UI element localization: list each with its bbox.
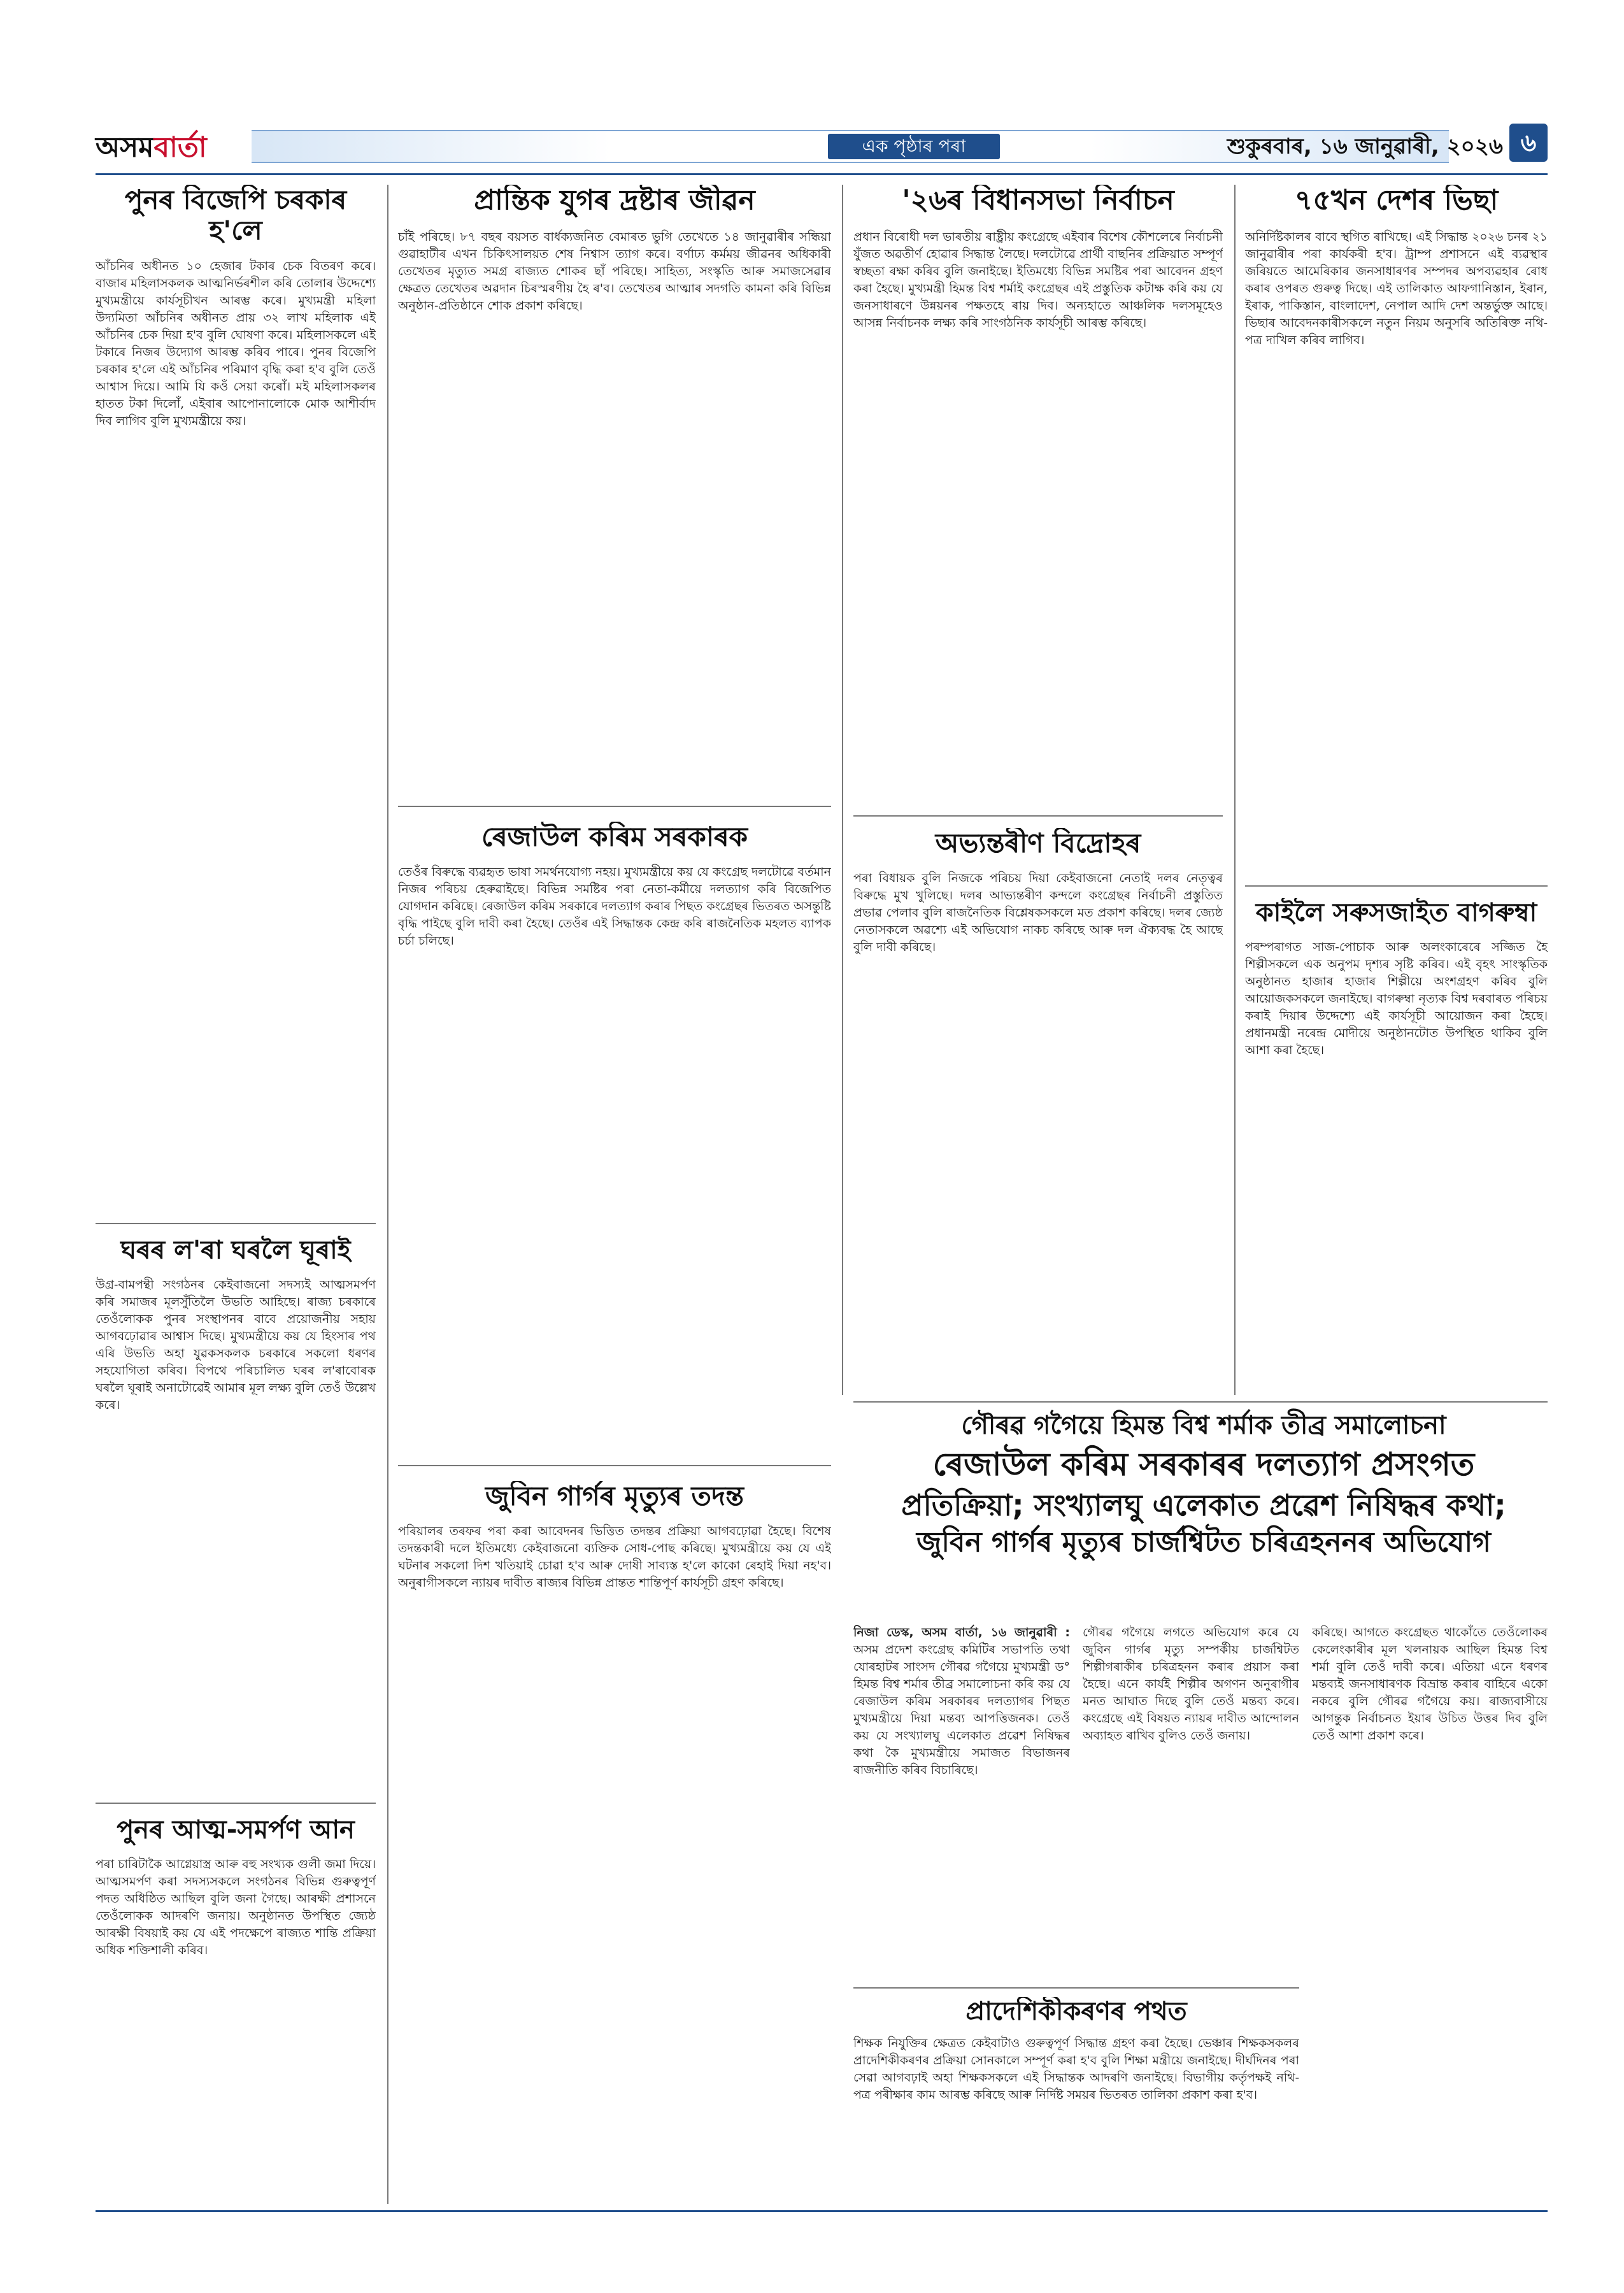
banner-body-col3 <box>1312 1624 1548 2197</box>
article-surrender <box>96 1815 376 2204</box>
top-rule <box>96 173 1548 175</box>
article-zubeen-probe <box>398 1481 831 2204</box>
banner-body-col1 <box>853 1624 1070 1981</box>
divider <box>96 1223 376 1224</box>
article-visionary <box>398 185 831 796</box>
divider <box>853 1987 1299 1989</box>
body-visionary: চাঁই পৰিছে। ৮৭ বছৰ বয়সত বাৰ্ধক্যজনিত বেমাৰত ভুগি তেখেতে ১৪ জানুৱাৰীৰ সন্ধিয়া গুৱাহাটীৰ এখন চিকিৎসালয়ত শেষ নিশ্বাস ত্যাগ কৰে। বৰ্ণাঢ্য কৰ্মময় জীৱনৰ অধিকাৰী তেখেতৰ মৃত্যুত সমগ্ৰ ৰাজ্যত শোকৰ ছাঁ পৰিছে। সাহিত্য, সংস্কৃতি আৰু সমাজসেৱাৰ ক্ষেত্ৰত তেখেতৰ অৱদান চিৰস্মৰণীয় হৈ ৰ'ব। তেখেতৰ আত্মাৰ সদগতি কামনা কৰি বিভিন্ন অনুষ্ঠান-প্ৰতিষ্ঠানে শোক প্ৰকাশ কৰিছে। <box>398 229 831 313</box>
banner-line-2: প্ৰতিক্ৰিয়া; সংখ্যালঘু এলেকাত প্ৰৱেশ নিষিদ্ধৰ কথা; <box>901 1487 1506 1522</box>
divider <box>96 1803 376 1804</box>
headline-rezaul: ৰেজাউল কৰিম সৰকাৰক <box>481 822 748 852</box>
bottom-rule <box>96 2210 1548 2212</box>
divider <box>398 806 831 807</box>
body-homecoming: উগ্ৰ-বামপন্থী সংগঠনৰ কেইবাজনো সদস্যই আত্মসমৰ্পণ কৰি সমাজৰ মূলসুঁতিলৈ উভতি আহিছে। ৰাজ্য চৰকাৰে তেওঁলোকক পুনৰ সংস্থাপনৰ বাবে প্ৰয়োজনীয় সহায় আগবঢ়োৱাৰ আশ্বাস দিছে। মুখ্যমন্ত্ৰীয়ে কয় যে হিংসাৰ পথ এৰি উভতি অহা যুৱকসকলক চৰকাৰে সকলো ধৰণৰ সহযোগিতা কৰিব। বিপথে পৰিচালিত ঘৰৰ ল'ৰাবোৰক ঘৰলৈ ঘূৰাই অনাটোৱেই আমাৰ মূল লক্ষ্য বুলি তেওঁ উল্লেখ কৰে। <box>96 1278 376 1412</box>
article-bjp-again <box>96 185 376 1217</box>
article-regionalization <box>853 1997 1299 2204</box>
headline-homecoming: ঘৰৰ ল'ৰা ঘৰলৈ ঘূৰাই <box>120 1236 351 1265</box>
banner-kicker: গৌৰৱ গগৈয়ে হিমন্ত বিশ্ব শৰ্মাক তীব্ৰ সমালোচনা <box>961 1411 1446 1440</box>
divider <box>853 815 1223 817</box>
headline-visionary: প্ৰান্তিক যুগৰ দ্ৰষ্টাৰ জীৱন <box>474 185 755 217</box>
body-regionalization: শিক্ষক নিযুক্তিৰ ক্ষেত্ৰত কেইবাটাও গুৰুত্বপূৰ্ণ সিদ্ধান্ত গ্ৰহণ কৰা হৈছে। ভেঞ্চাৰ শিক্ষকসকলৰ প্ৰাদেশিকীকৰণৰ প্ৰক্ৰিয়া সোনকালে সম্পূৰ্ণ কৰা হ'ব বুলি শিক্ষা মন্ত্ৰীয়ে জনাইছে। দীৰ্ঘদিনৰ পৰা সেৱা আগবঢ়াই অহা শিক্ষকসকলে এই সিদ্ধান্তক আদৰণি জনাইছে। বিভাগীয় কৰ্তৃপক্ষই নথি-পত্ৰ পৰীক্ষাৰ কাম আৰম্ভ কৰিছে আৰু নিৰ্দিষ্ট সময়ৰ ভিতৰত তালিকা প্ৰকাশ কৰা হ'ব। <box>853 2036 1299 2102</box>
article-election-26 <box>853 185 1223 809</box>
banner-body-col2 <box>1083 1624 1299 1981</box>
article-rezaul <box>398 822 831 1459</box>
headline-surrender: পুনৰ আত্ম-সমৰ্পণ আন <box>117 1815 355 1845</box>
banner-story <box>860 1411 1548 1559</box>
body-bjp-again: আঁচনিৰ অধীনত ১০ হেজাৰ টকাৰ চেক বিতৰণ কৰে। বাজাৰ মহিলাসকলক আত্মনিৰ্ভৰশীল কৰি তোলাৰ উদ্দেশ্যে মুখ্যমন্ত্ৰীয়ে কাৰ্যসূচীখন আৰম্ভ কৰে। মুখ্যমন্ত্ৰী মহিলা উদ্যমিতা আঁচনিৰ অধীনত প্ৰায় ৩২ লাখ মহিলাক এই আঁচনিৰ চেক দিয়া হ'ব বুলি ঘোষণা কৰে। মহিলাসকলে এই টকাৰে নিজৰ উদ্যোগ আৰম্ভ কৰিব পাৰে। পুনৰ বিজেপি চৰকাৰ হ'লে এই আঁচনিৰ পৰিমাণ বৃদ্ধি কৰা হ'ব বুলি তেওঁ আশ্বাস দিয়ে। আমি যি কওঁ সেয়া কৰোঁ। মই মহিলাসকলৰ হাতত টকা দিলোঁ, এইবাৰ আপোনালোকে মোক আশীৰ্বাদ দিব লাগিব বুলি মুখ্যমন্ত্ৰীয়ে কয়। <box>96 259 376 428</box>
body-rezaul: তেওঁৰ বিৰুদ্ধে ব্যৱহৃত ভাষা সমৰ্থনযোগ্য নহয়। মুখ্যমন্ত্ৰীয়ে কয় যে কংগ্ৰেছ দলটোৱে বৰ্তমান নিজৰ পৰিচয় হেৰুৱাইছে। বিভিন্ন সমষ্টিৰ পৰা নেতা-কৰ্মীয়ে দলত্যাগ কৰি বিজেপিত যোগদান কৰিছে। ৰেজাউল কৰিম সৰকাৰে দলত্যাগ কৰাৰ পিছত কংগ্ৰেছৰ ভিতৰত অসন্তুষ্টি বৃদ্ধি পাইছে বুলি দাবী কৰা হৈছে। তেওঁৰ এই সিদ্ধান্তক কেন্দ্ৰ কৰি ৰাজনৈতিক মহলত ব্যাপক চৰ্চা চলিছে। <box>398 865 831 948</box>
divider <box>853 1401 1548 1403</box>
headline-internal-revolt: অভ্যন্তৰীণ বিদ্ৰোহৰ <box>935 828 1141 859</box>
column-divider <box>1234 185 1236 1395</box>
headline-regionalization: প্ৰাদেশিকীকৰণৰ পথত <box>965 1997 1187 2026</box>
headline-election-26: '২৬ৰ বিধানসভা নিৰ্বাচন <box>902 185 1174 217</box>
article-bagurumba <box>1245 898 1548 1395</box>
body-zubeen-probe: পৰিয়ালৰ তৰফৰ পৰা কৰা আবেদনৰ ভিত্তিত তদন্তৰ প্ৰক্ৰিয়া আগবঢ়োৱা হৈছে। বিশেষ তদন্তকাৰী দলে ইতিমধ্যে কেইবাজনো ব্যক্তিক সোধ-পোছ কৰিছে। মুখ্যমন্ত্ৰীয়ে কয় যে এই ঘটনাৰ সকলো দিশ খতিয়াই চোৱা হ'ব আৰু দোষী সাব্যস্ত হ'লে কাকো ৰেহাই দিয়া নহ'ব। অনুৰাগীসকলে ন্যায়ৰ দাবীত ৰাজ্যৰ বিভিন্ন প্ৰান্তত শান্তিপূৰ্ণ কাৰ্যসূচী গ্ৰহণ কৰিছে। <box>398 1524 831 1590</box>
headline-bjp-again: পুনৰ বিজেপি চৰকাৰ হ'লে <box>124 185 347 246</box>
body-internal-revolt: পৰা বিধায়ক বুলি নিজকে পৰিচয় দিয়া কেইবাজনো নেতাই দলৰ নেতৃত্বৰ বিৰুদ্ধে মুখ খুলিছে। দলৰ আভ্যন্তৰীণ কন্দলে কংগ্ৰেছৰ নিৰ্বাচনী প্ৰস্তুতিত প্ৰভাৱ পেলাব বুলি ৰাজনৈতিক বিশ্লেষকসকলে মত প্ৰকাশ কৰিছে। দলৰ জ্যেষ্ঠ নেতাসকলে অৱশ্যে এই অভিযোগ নাকচ কৰিছে আৰু দল ঐক্যবদ্ধ হৈ আছে বুলি দাবী কৰিছে। <box>853 871 1223 955</box>
headline-zubeen-probe: জুবিন গাৰ্গৰ মৃত্যুৰ তদন্ত <box>485 1481 744 1511</box>
body-visa: অনিৰ্দিষ্টকালৰ বাবে স্থগিত ৰাখিছে। এই সিদ্ধান্ত ২০২৬ চনৰ ২১ জানুৱাৰীৰ পৰা কাৰ্যকৰী হ'ব। ট্ৰাম্প প্ৰশাসনে এই ব্যৱস্থাৰ জৰিয়তে আমেৰিকাৰ জনসাধাৰণৰ সম্পদৰ অপব্যৱহাৰ ৰোধ কৰাৰ ওপৰত গুৰুত্ব দিছে। এই তালিকাত আফগানিস্তান, ইৰান, ইৰাক, পাকিস্তান, বাংলাদেশ, নেপাল আদি দেশ অন্তৰ্ভুক্ত আছে। ভিছাৰ আবেদনকাৰীসকলে নতুন নিয়ম অনুসৰি অতিৰিক্ত নথি-পত্ৰ দাখিল কৰিব লাগিব। <box>1245 229 1548 347</box>
article-visa <box>1245 185 1548 879</box>
column-divider <box>842 185 843 1395</box>
body-surrender: পৰা চাৰিটাকৈ আগ্নেয়াস্ত্ৰ আৰু বহু সংখ্যক গুলী জমা দিয়ে। আত্মসমৰ্পণ কৰা সদস্যসকলে সংগঠনৰ বিভিন্ন গুৰুত্বপূৰ্ণ পদত অধিষ্ঠিত আছিল বুলি জনা গৈছে। আৰক্ষী প্ৰশাসনে তেওঁলোকক আদৰণি জনায়। অনুষ্ঠানত উপস্থিত জ্যেষ্ঠ আৰক্ষী বিষয়াই কয় যে এই পদক্ষেপে ৰাজ্যত শান্তি প্ৰক্ৰিয়া অধিক শক্তিশালী কৰিব। <box>96 1857 376 1957</box>
body-election-26: প্ৰধান বিৰোধী দল ভাৰতীয় ৰাষ্ট্ৰীয় কংগ্ৰেছে এইবাৰ বিশেষ কৌশলেৰে নিৰ্বাচনী যুঁজত অৱতীৰ্ণ হোৱাৰ সিদ্ধান্ত লৈছে। দলটোৱে প্ৰাৰ্থী বাছনিৰ প্ৰক্ৰিয়াত সম্পূৰ্ণ স্বচ্ছতা ৰক্ষা কৰিব বুলি জনাইছে। ইতিমধ্যে বিভিন্ন সমষ্টিৰ পৰা আবেদন গ্ৰহণ কৰা হৈছে। মুখ্যমন্ত্ৰী হিমন্ত বিশ্ব শৰ্মাই কংগ্ৰেছৰ এই প্ৰস্তুতিক কটাক্ষ কৰি কয় যে জনসাধাৰণে উন্নয়নৰ পক্ষতহে ৰায় দিব। অন্যহাতে আঞ্চলিক দলসমূহেও আসন্ন নিৰ্বাচনক লক্ষ্য কৰি সাংগঠনিক কাৰ্যসূচী আৰম্ভ কৰিছে। <box>853 229 1223 330</box>
divider <box>1245 885 1548 887</box>
body-bagurumba: পৰম্পৰাগত সাজ-পোচাক আৰু অলংকাৰেৰে সজ্জিত হৈ শিল্পীসকলে এক অনুপম দৃশ্যৰ সৃষ্টি কৰিব। এই বৃহৎ সাংস্কৃতিক অনুষ্ঠানত হাজাৰ হাজাৰ শিল্পীয়ে অংশগ্ৰহণ কৰিব বুলি আয়োজকসকলে জনাইছে। বাগৰুম্বা নৃত্যক বিশ্ব দৰবাৰত পৰিচয় কৰাই দিয়াৰ উদ্দেশ্যে এই কাৰ্যসূচী আয়োজন কৰা হৈছে। প্ৰধানমন্ত্ৰী নৰেন্দ্ৰ মোদীয়ে অনুষ্ঠানটোত উপস্থিত থাকিব বুলি আশা কৰা হৈছে। <box>1245 940 1548 1057</box>
newspaper-logo: অসমবাৰ্তা <box>96 131 207 164</box>
banner-byline: নিজা ডেস্ক, অসম বাৰ্তা, ১৬ জানুৱাৰী : <box>853 1625 1070 1639</box>
banner-line-3: জুবিন গাৰ্গৰ মৃত্যুৰ চাৰ্জশ্বিটত চৰিত্ৰহননৰ অভিযোগ <box>916 1526 1491 1559</box>
banner-body-2: গৌৰৱ গগৈয়ে লগতে অভিযোগ কৰে যে জুবিন গাৰ্গৰ মৃত্যু সম্পৰ্কীয় চাৰ্জশ্বিটত শিল্পীগৰাকীৰ চৰিত্ৰহনন কৰাৰ প্ৰয়াস কৰা হৈছে। এনে কাৰ্যই শিল্পীৰ অগণন অনুৰাগীৰ মনত আঘাত দিছে বুলি তেওঁ মন্তব্য কৰে। কংগ্ৰেছে এই বিষয়ত ন্যায়ৰ দাবীত আন্দোলন অব্যাহত ৰাখিব বুলিও তেওঁ জনায়। <box>1083 1625 1299 1743</box>
masthead <box>96 121 1548 171</box>
column-divider <box>387 185 388 2204</box>
section-label: এক পৃষ্ঠাৰ পৰা <box>828 134 1000 159</box>
page-number: ৬ <box>1509 124 1548 162</box>
article-homecoming <box>96 1236 376 1796</box>
divider <box>398 1465 831 1466</box>
banner-body-1: অসম প্ৰদেশ কংগ্ৰেছ কমিটিৰ সভাপতি তথা যোৰহাটৰ সাংসদ গৌৰৱ গগৈয়ে মুখ্যমন্ত্ৰী ড° হিমন্ত বিশ্ব শৰ্মাৰ তীব্ৰ সমালোচনা কৰি কয় যে ৰেজাউল কৰিম সৰকাৰৰ দলত্যাগৰ পিছত মুখ্যমন্ত্ৰীয়ে দিয়া মন্তব্য আপত্তিজনক। তেওঁ কয় যে সংখ্যালঘু এলেকাত প্ৰৱেশ নিষিদ্ধৰ কথা কৈ মুখ্যমন্ত্ৰীয়ে সমাজত বিভাজনৰ ৰাজনীতি কৰিব বিচাৰিছে। <box>853 1643 1070 1777</box>
issue-date: শুকুৰবাৰ, ১৬ জানুৱাৰী, ২০২৬ <box>1227 134 1503 159</box>
headline-bagurumba: কাইলৈ সৰুসজাইত বাগৰুম্বা <box>1255 898 1537 927</box>
banner-body-3: কৰিছে। আগতে কংগ্ৰেছত থাকোঁতে তেওঁলোকৰ কেলেংকাৰীৰ মূল খলনায়ক আছিল হিমন্ত বিশ্ব শৰ্মা বুলি তেওঁ দাবী কৰে। এতিয়া এনে ধৰণৰ মন্তব্যই জনসাধাৰণক বিভ্ৰান্ত কৰাৰ বাহিৰে একো নকৰে বুলি গৌৰৱ গগৈয়ে কয়। ৰাজ্যবাসীয়ে আগন্তুক নিৰ্বাচনত ইয়াৰ উচিত উত্তৰ দিব বুলি তেওঁ আশা প্ৰকাশ কৰে। <box>1312 1625 1548 1743</box>
banner-line-1: ৰেজাউল কৰিম সৰকাৰৰ দলত্যাগ প্ৰসংগত <box>932 1446 1475 1483</box>
headline-visa: ৭৫খন দেশৰ ভিছা <box>1294 185 1499 217</box>
article-internal-revolt <box>853 828 1223 1389</box>
